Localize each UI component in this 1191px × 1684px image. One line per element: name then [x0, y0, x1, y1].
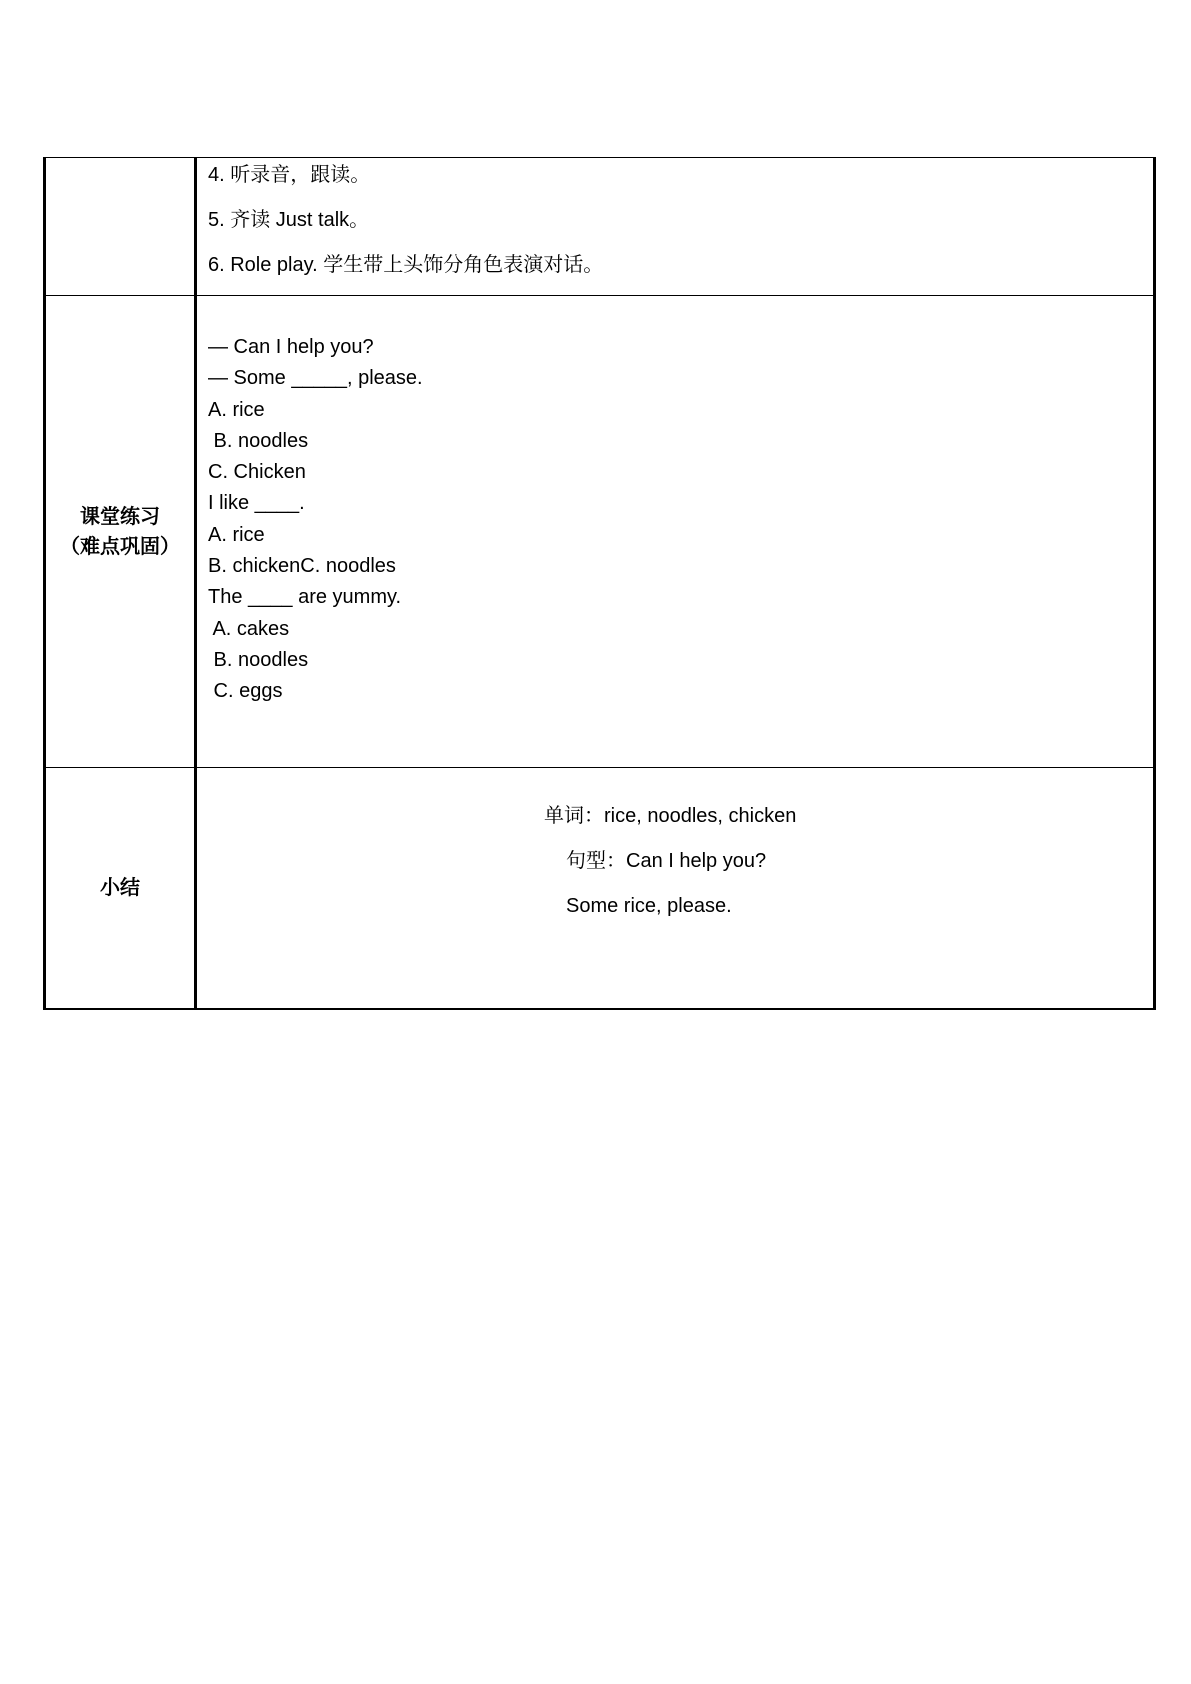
exercise-list [197, 296, 1153, 708]
steps-label-cell [45, 158, 196, 296]
lesson-plan-table [43, 157, 1156, 1010]
table-row-steps [45, 158, 1155, 296]
summary-pattern-answer: Some rice, please. [566, 895, 732, 917]
exercise-line: B. chickenC. noodles [208, 555, 396, 578]
step-line-4: 4. 听录音，跟读。 [208, 164, 371, 186]
steps-list [197, 158, 1153, 295]
summary-label-cell [45, 768, 196, 1010]
exercise-line: I like ____. [208, 492, 305, 515]
exercise-line: B. noodles [208, 429, 309, 452]
exercise-label-cell [45, 296, 196, 768]
exercise-line: B. noodles [208, 648, 309, 671]
exercise-line: A. rice [208, 523, 265, 546]
exercise-line: A. rice [208, 398, 265, 421]
summary-label: 小结 [100, 877, 140, 899]
exercise-line: A. cakes [208, 617, 290, 640]
exercise-label-subtitle: （难点巩固） [60, 535, 180, 558]
table-row-summary [45, 768, 1155, 1010]
step-line-5: 5. 齐读 Just talk。 [208, 209, 370, 231]
exercise-line: C. Chicken [208, 461, 306, 484]
exercise-line: C. eggs [208, 680, 283, 703]
summary-pattern: 句型：Can I help you? [566, 850, 767, 872]
exercise-label-title: 课堂练习 [80, 505, 160, 528]
exercise-line: — Can I help you? [208, 336, 374, 358]
exercise-content-cell [196, 296, 1155, 768]
table-row-exercise [45, 296, 1155, 768]
summary-content-cell [196, 768, 1155, 1010]
step-line-6: 6. Role play. 学生带上头饰分角色表演对话。 [208, 254, 604, 276]
summary-words: 单词：rice, noodles, chicken [544, 805, 797, 827]
exercise-line: — Some _____, please. [208, 367, 423, 390]
steps-content-cell [196, 158, 1155, 296]
exercise-line: The ____ are yummy. [208, 586, 402, 609]
summary-block [197, 768, 1153, 1008]
